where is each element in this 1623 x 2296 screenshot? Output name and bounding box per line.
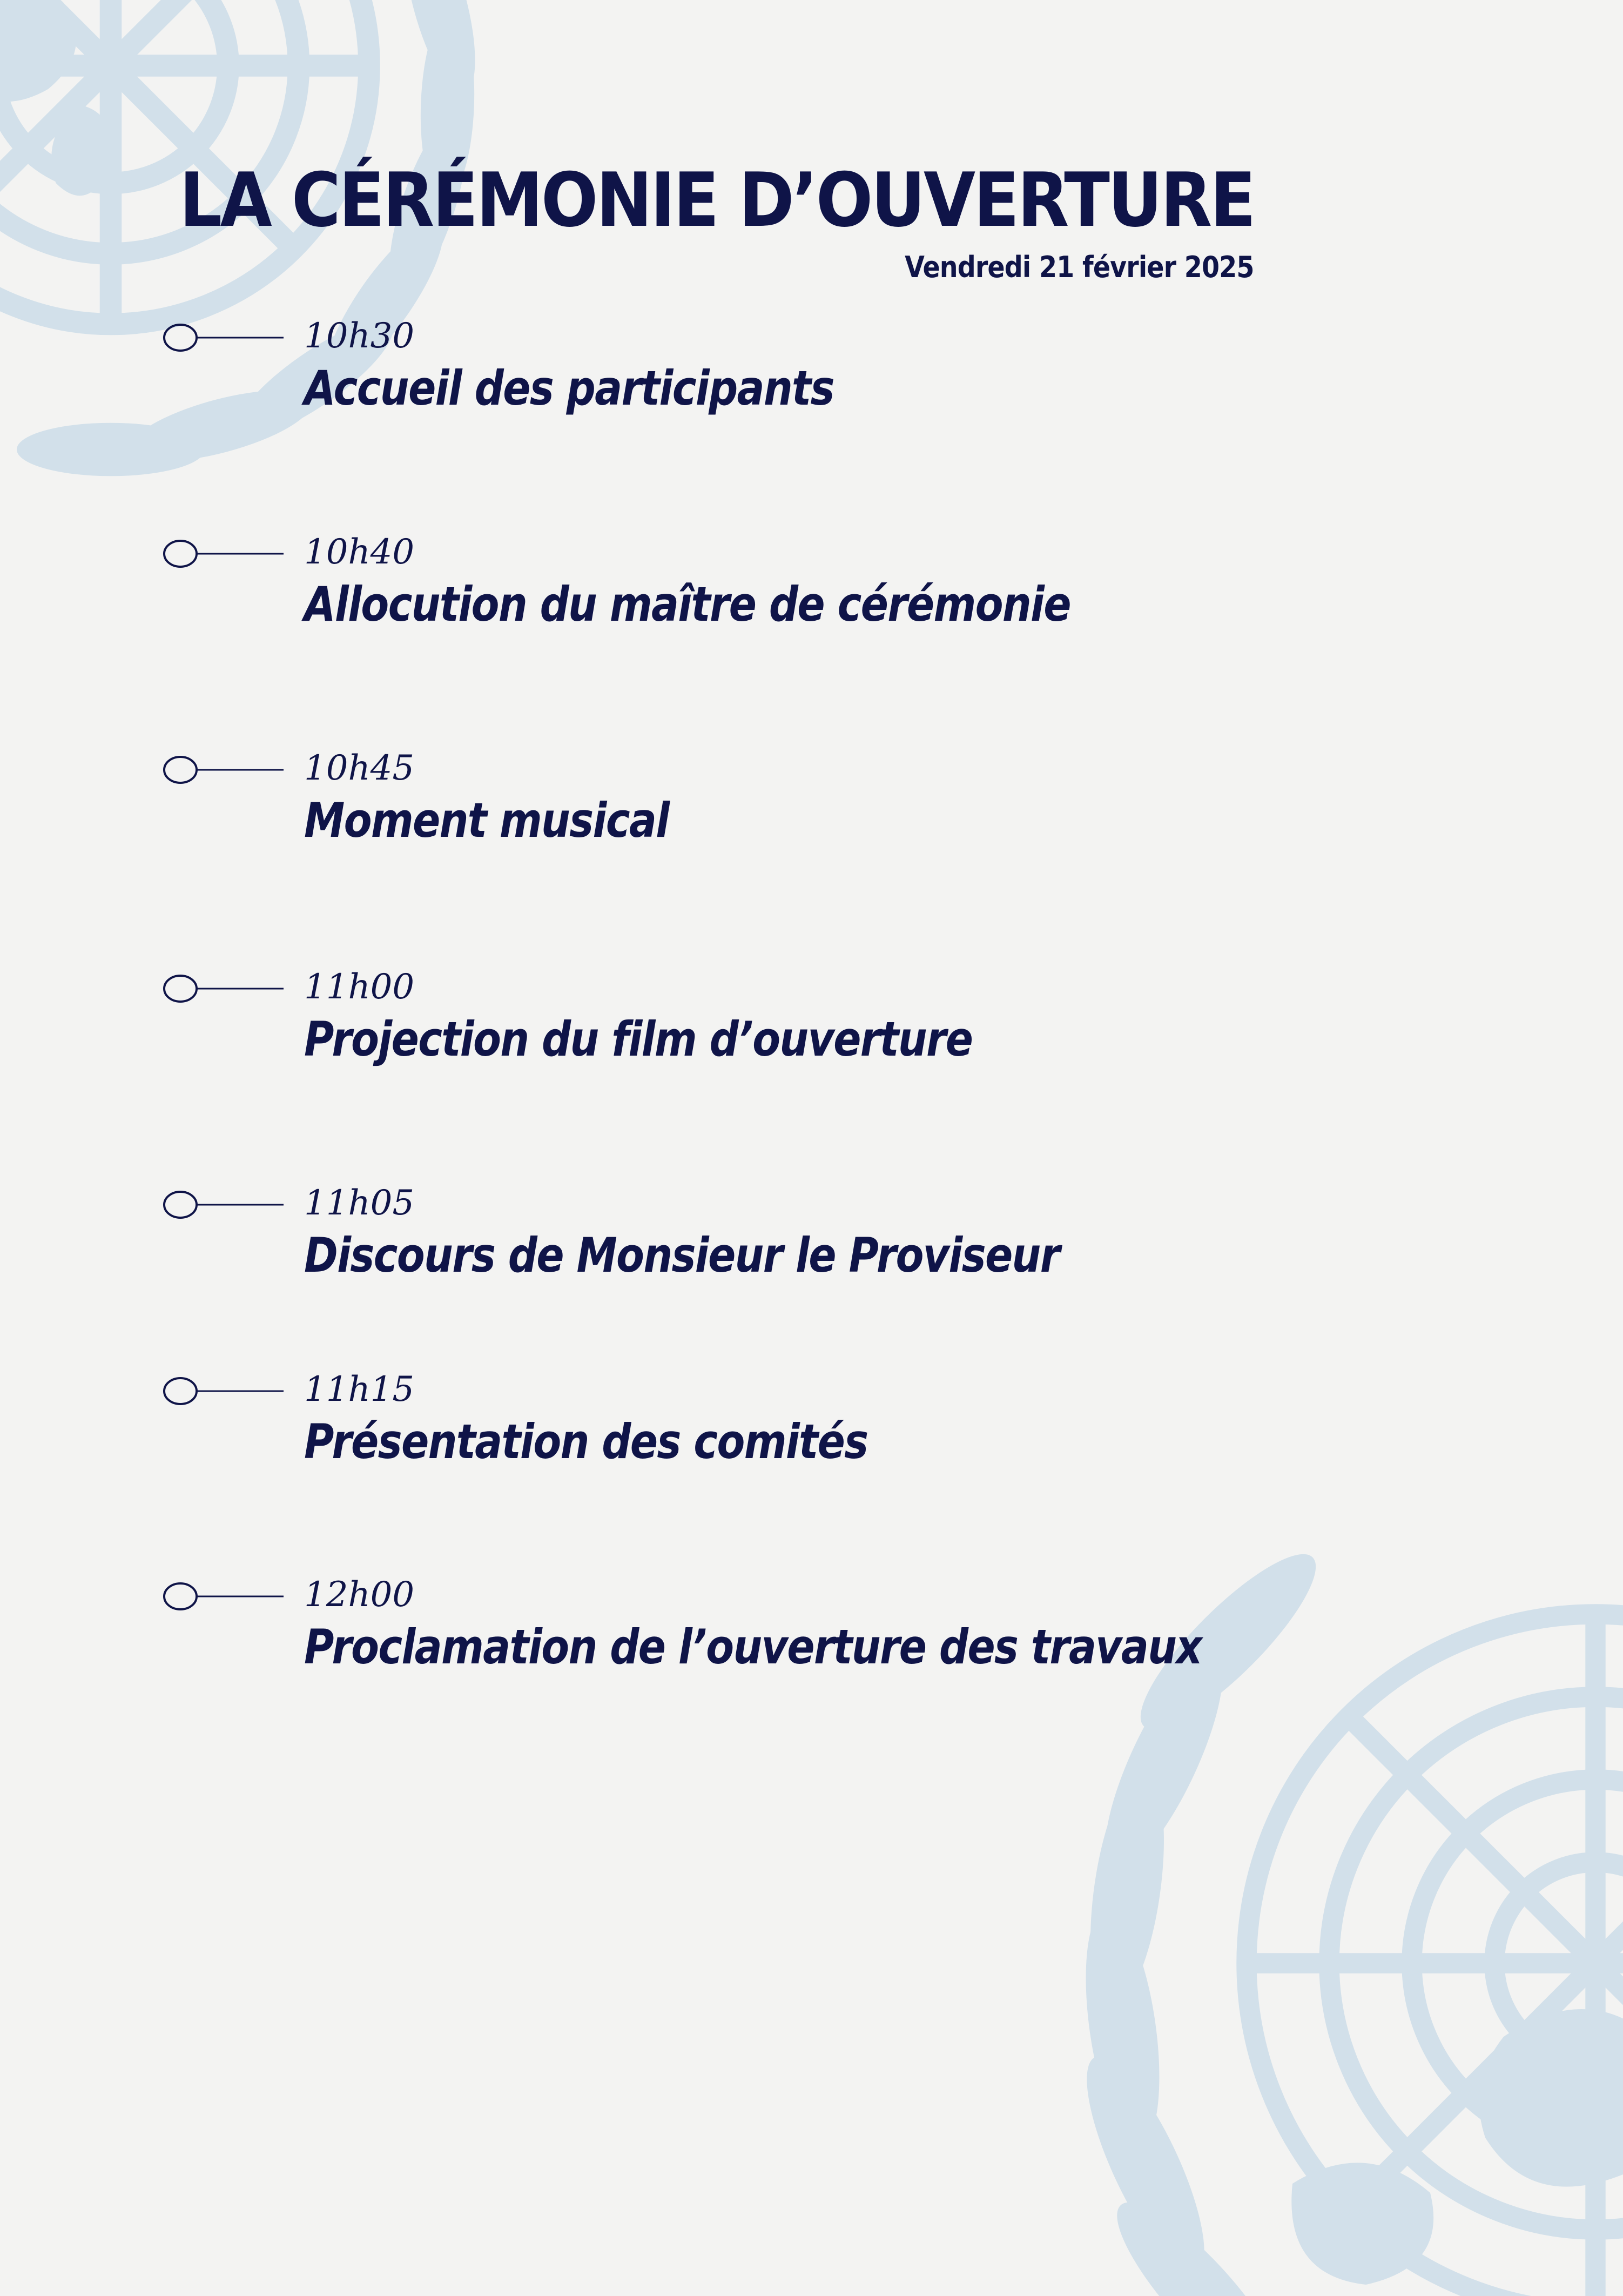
timeline-marker-icon <box>162 1376 284 1406</box>
schedule-time: 11h00 <box>304 967 415 1007</box>
schedule-item <box>0 316 1623 456</box>
schedule-time: 10h40 <box>304 532 415 572</box>
timeline-marker-icon <box>162 323 284 353</box>
schedule-label: Présentation des comités <box>304 1414 868 1469</box>
schedule-label: Allocution du maître de cérémonie <box>304 576 1070 632</box>
timeline-marker-icon <box>162 539 284 569</box>
schedule-label: Projection du film d’ouverture <box>304 1011 973 1067</box>
schedule-item <box>0 748 1623 889</box>
event-date: Vendredi 21 février 2025 <box>905 250 1254 284</box>
schedule-item <box>0 1369 1623 1510</box>
timeline-marker-icon <box>162 755 284 785</box>
schedule-time: 10h45 <box>304 748 415 788</box>
schedule-item <box>0 967 1623 1107</box>
schedule-time: 12h00 <box>304 1575 415 1615</box>
schedule-item <box>0 1575 1623 1715</box>
schedule-time: 11h05 <box>304 1183 415 1223</box>
timeline-marker-icon <box>162 1581 284 1612</box>
schedule-label: Proclamation de l’ouverture des travaux <box>304 1619 1202 1675</box>
schedule-item <box>0 532 1623 673</box>
schedule-label: Accueil des participants <box>304 360 834 416</box>
schedule-label: Moment musical <box>304 793 669 848</box>
page-title: LA CÉRÉMONIE D’OUVERTURE <box>179 157 1254 244</box>
schedule-time: 11h15 <box>304 1369 415 1409</box>
timeline-marker-icon <box>162 974 284 1004</box>
timeline-marker-icon <box>162 1190 284 1220</box>
schedule-item <box>0 1183 1623 1324</box>
schedule-label: Discours de Monsieur le Proviseur <box>304 1227 1060 1283</box>
schedule-time: 10h30 <box>304 316 415 356</box>
